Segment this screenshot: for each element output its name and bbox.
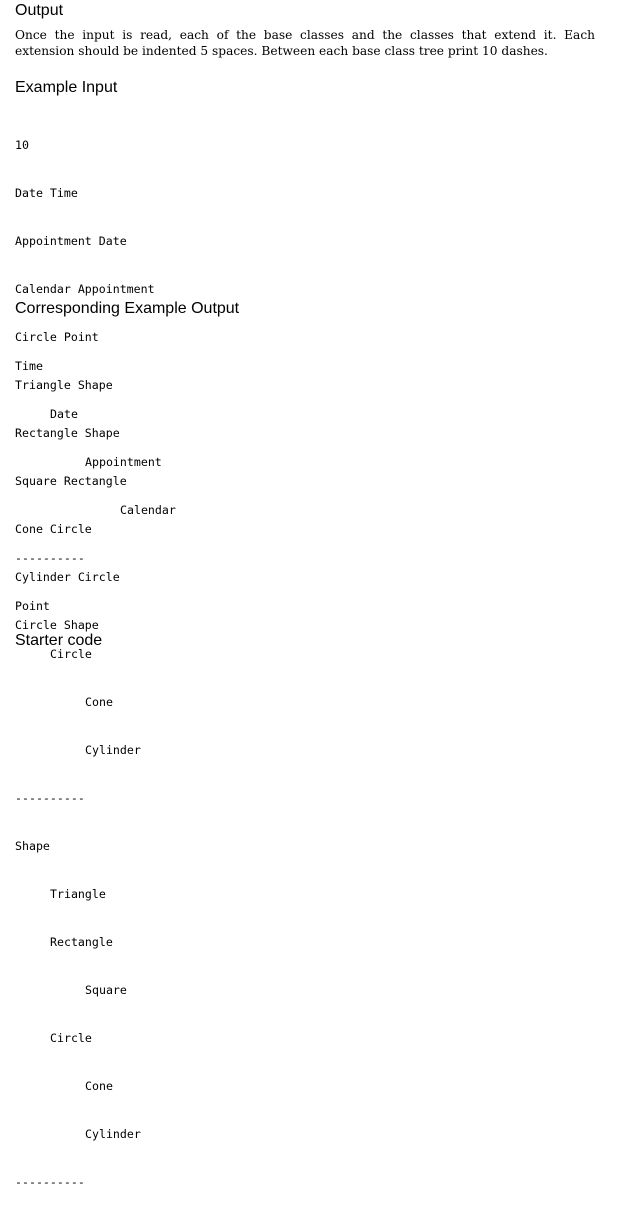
separator-line: ---------- xyxy=(15,791,85,805)
output-line: Circle xyxy=(50,647,92,661)
output-line: Time xyxy=(15,359,43,373)
output-line: Appointment xyxy=(85,455,162,469)
output-line: Cone xyxy=(85,695,113,709)
corresponding-output-heading: Corresponding Example Output xyxy=(15,300,240,317)
separator-line: ---------- xyxy=(15,551,85,565)
output-line: Cylinder xyxy=(85,1127,141,1141)
output-line: Date xyxy=(50,407,78,421)
input-line: Rectangle Shape xyxy=(15,426,120,440)
input-line: Cone Circle xyxy=(15,522,92,536)
output-line: Circle xyxy=(50,1031,92,1045)
output-line: Point xyxy=(15,599,50,613)
output-description: Once the input is read, each of the base classes and the classes that extend it. Each extension should be indented 5 spaces. Between each base class tree print 10 dashes. xyxy=(15,28,595,58)
input-line: Date Time xyxy=(15,186,78,200)
output-line: Shape xyxy=(15,839,50,853)
example-input-heading: Example Input xyxy=(15,79,118,96)
output-line: Calendar xyxy=(120,503,176,517)
input-line: Appointment Date xyxy=(15,234,127,248)
input-line: Circle Shape xyxy=(15,618,99,632)
input-line: Circle Point xyxy=(15,330,99,344)
separator-line: ---------- xyxy=(15,1175,85,1189)
input-line: Calendar Appointment xyxy=(15,282,155,296)
output-line: Triangle xyxy=(50,887,106,901)
output-line: Cone xyxy=(85,1079,113,1093)
example-output-block xyxy=(15,326,176,1222)
input-line: Cylinder Circle xyxy=(15,570,120,584)
output-line: Square xyxy=(85,983,127,997)
output-line: Rectangle xyxy=(50,935,113,949)
starter-code-heading: Starter code xyxy=(15,632,103,649)
input-line: 10 xyxy=(15,138,29,152)
input-line: Triangle Shape xyxy=(15,378,113,392)
output-line: Cylinder xyxy=(85,743,141,757)
output-heading: Output xyxy=(15,2,64,19)
input-line: Square Rectangle xyxy=(15,474,127,488)
